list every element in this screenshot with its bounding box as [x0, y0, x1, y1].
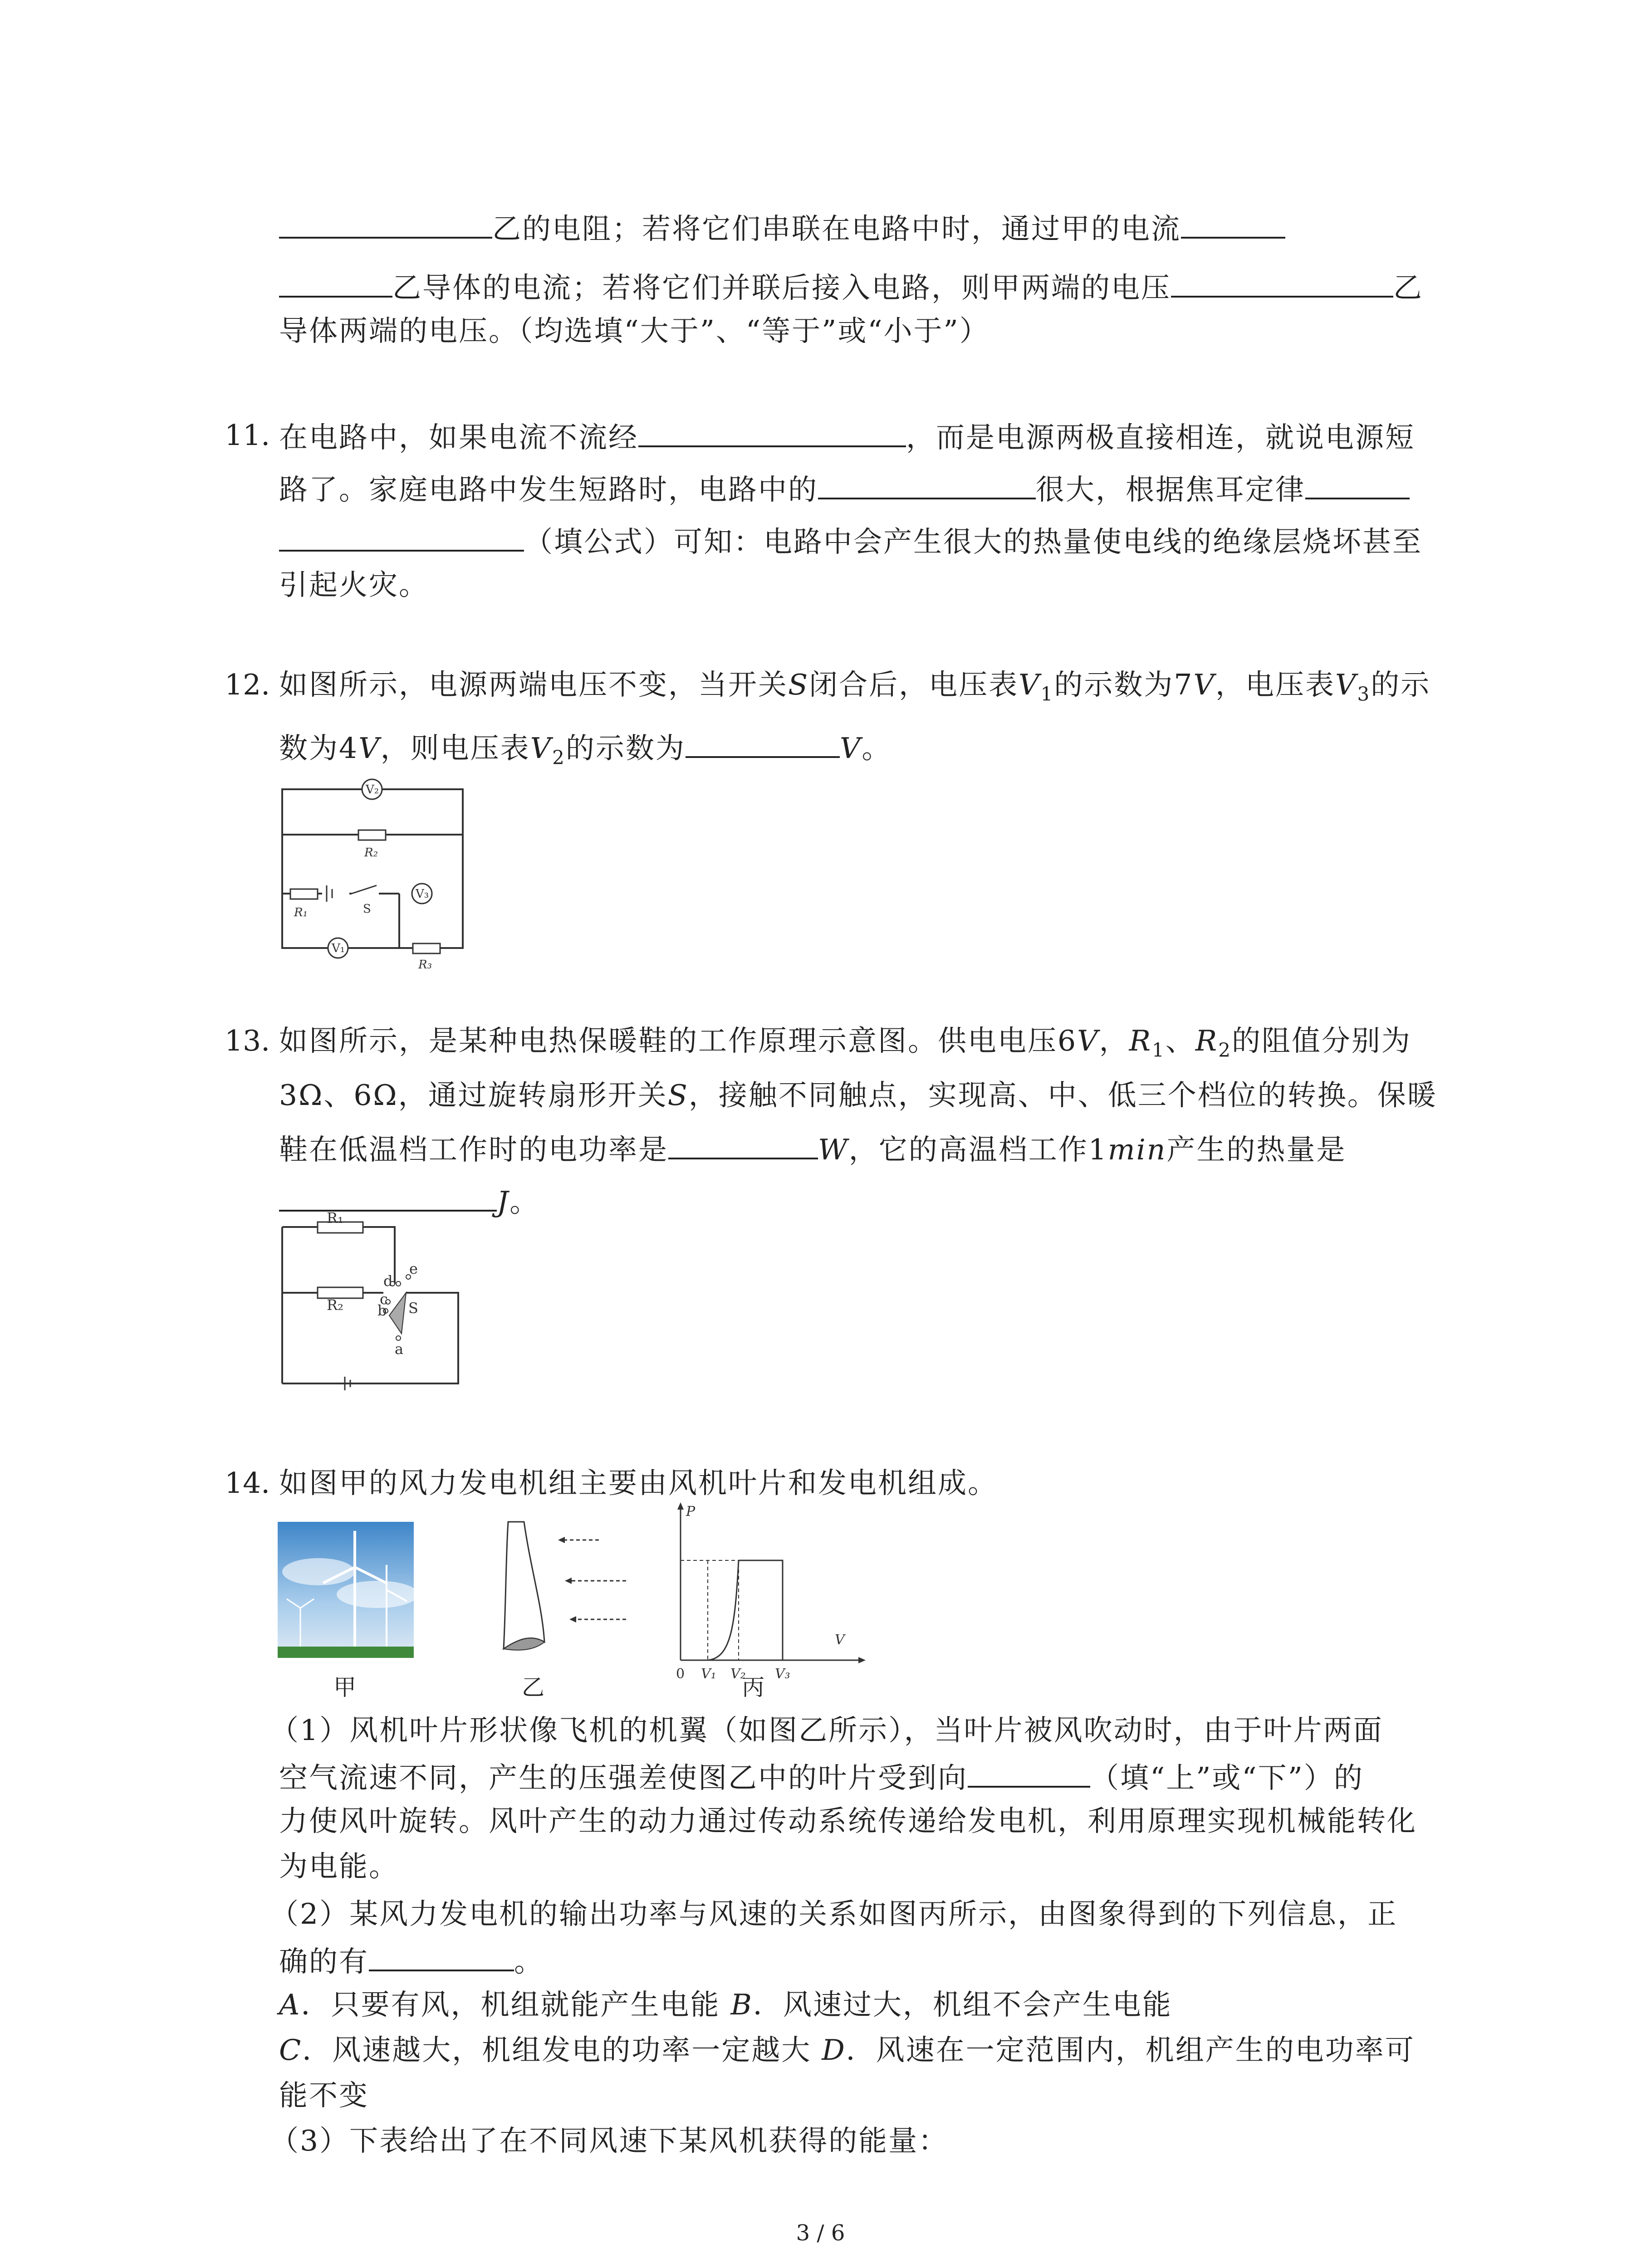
question-number: 11.: [225, 419, 270, 452]
q14-p1-line2: 空气流速不同，产生的压强差使图乙中的叶片受到向 （填“上”或“下”）的: [279, 1758, 1364, 1796]
axis-p-label: P: [686, 1504, 696, 1520]
q13-line2: 3Ω、6Ω，通过旋转扇形开关S，接触不同触点，实现高、中、低三个档位的转换。保暖: [279, 1079, 1437, 1112]
r3-label: R₃: [418, 958, 432, 972]
v3-label: V₃: [775, 1666, 790, 1682]
contact-b-label: b: [377, 1302, 387, 1319]
q12-line1: 如图所示，电源两端电压不变，当开关S闭合后，电压表$V_1$的示数为7V，电压表$V_3$的示: [279, 668, 1431, 705]
caption-jia: 甲: [333, 1674, 356, 1701]
q11-line4: 引起火灾。: [279, 568, 429, 601]
switch-s-label: S: [408, 1300, 418, 1317]
r1-label: R₁: [294, 906, 308, 919]
answer-blank[interactable]: [369, 1941, 514, 1971]
contact-c-label: c: [380, 1290, 388, 1308]
q10-line2: 乙导体的电流；若将它们并联后接入电路，则甲两端的电压 乙: [279, 268, 1423, 306]
axis-v-label: V: [835, 1632, 845, 1648]
answer-blank[interactable]: [818, 469, 1036, 499]
caption-yi: 乙: [522, 1674, 544, 1701]
q11-line3: （填公式）可知：电路中会产生很大的热量使电线的绝缘层烧坏甚至: [279, 522, 1422, 560]
q10-line1: 乙的电阻；若将它们串联在电路中时，通过甲的电流: [279, 209, 1285, 247]
page-number: 3 / 6: [796, 2220, 845, 2246]
q13-line4: J。: [279, 1182, 539, 1220]
r2-label: R₂: [364, 846, 378, 860]
answer-blank[interactable]: [638, 417, 906, 447]
circuit-diagram-q13: [272, 1209, 508, 1393]
v1-label: V₁: [701, 1666, 716, 1682]
q11-line1: 在电路中，如果电流不流经 ，而是电源两极直接相连，就说电源短: [279, 417, 1415, 456]
circuit-diagram-q12: [272, 780, 472, 971]
answer-blank[interactable]: [686, 728, 840, 758]
answer-blank[interactable]: [279, 268, 392, 298]
q14-p1-line3: 力使风叶旋转。风叶产生的动力通过传动系统传递给发电机，利用原理实现机械能转化: [279, 1804, 1417, 1838]
q12-line2: 数为4V，则电压表$V_2$的示数为 V。: [279, 728, 892, 776]
contact-e-label: e: [409, 1260, 418, 1277]
question-number: 13.: [225, 1024, 270, 1057]
q14-p1-line4: 为电能。: [279, 1850, 399, 1883]
contact-a-label: a: [395, 1340, 404, 1358]
q14-options-cd: C．风速越大，机组发电的功率一定越大 D．风速在一定范围内，机组产生的电功率可: [279, 2033, 1415, 2067]
r2-label: R₂: [327, 1296, 343, 1314]
answer-blank[interactable]: [1181, 209, 1285, 239]
v3-label: V₃: [416, 887, 429, 901]
answer-blank[interactable]: [279, 209, 492, 239]
answer-blank[interactable]: [668, 1129, 818, 1159]
power-vs-windspeed-graph: [662, 1497, 871, 1696]
q13-line3: 鞋在低温档工作时的电功率是 W，它的高温档工作1min产生的热量是: [279, 1129, 1346, 1168]
blade-cross-section: [490, 1515, 640, 1656]
contact-d-label: d: [383, 1272, 393, 1290]
q14-options-d-cont: 能不变: [279, 2079, 369, 2112]
q14-p3: （3）下表给出了在不同风速下某风机获得的能量：: [270, 2124, 949, 2157]
q11-line2: 路了。家庭电路中发生短路时，电路中的 很大，根据焦耳定律: [279, 469, 1410, 508]
q14-line1: 如图甲的风力发电机组主要由风机叶片和发电机组成。: [279, 1466, 998, 1500]
q10-line3: 导体两端的电压。（均选填“大于”、“等于”或“小于”）: [279, 314, 989, 347]
r1-label: R₁: [327, 1209, 343, 1227]
answer-blank[interactable]: [1171, 268, 1393, 298]
answer-blank[interactable]: [279, 1182, 497, 1212]
answer-blank[interactable]: [968, 1758, 1090, 1788]
q14-options-ab: A．只要有风，机组就能产生电能 B．风速过大，机组不会产生电能: [279, 1988, 1172, 2021]
v2-label: V₂: [366, 783, 379, 797]
wind-turbine-photo: [278, 1522, 414, 1658]
question-number: 14.: [225, 1466, 270, 1500]
caption-bing: 丙: [742, 1674, 764, 1701]
q14-p1-line1: （1）风机叶片形状像飞机的机翼（如图乙所示），当叶片被风吹动时，由于叶片两面: [270, 1714, 1383, 1747]
answer-blank[interactable]: [279, 522, 524, 552]
question-number: 12.: [225, 668, 270, 701]
answer-blank[interactable]: [1305, 469, 1410, 499]
q14-p2-line1: （2）某风力发电机的输出功率与风速的关系如图丙所示，由图象得到的下列信息，正: [270, 1897, 1398, 1931]
fan-switch-icon: [389, 1293, 406, 1334]
v1-label: V₁: [332, 942, 345, 955]
origin-label: 0: [676, 1666, 685, 1682]
q13-line1: 如图所示，是某种电热保暖鞋的工作原理示意图。供电电压6V，$R_1$、$R_2$的阻值分别为: [279, 1024, 1411, 1061]
switch-label: S: [363, 902, 371, 916]
v2-label: V₂: [730, 1666, 746, 1682]
q14-p2-line2: 确的有 。: [279, 1941, 544, 1980]
